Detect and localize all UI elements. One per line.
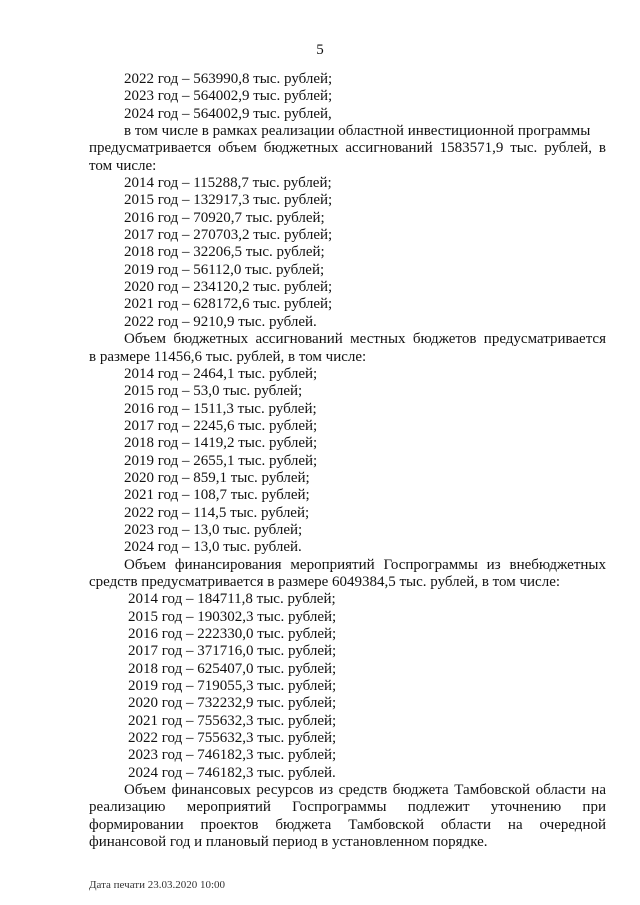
year-line: 2023 год – 13,0 тыс. рублей; <box>124 521 303 538</box>
year-list-local <box>0 366 640 557</box>
year-line: 2024 год – 564002,9 тыс. рублей, <box>124 105 332 122</box>
paragraph-line: финансовой год и плановый период в установленном порядке. <box>89 834 488 851</box>
year-line: 2015 год – 53,0 тыс. рублей; <box>124 383 303 400</box>
year-line: 2020 год – 859,1 тыс. рублей; <box>124 469 310 486</box>
year-line: 2017 год – 2245,6 тыс. рублей; <box>124 417 318 434</box>
paragraph-line: средств предусматривается в размере 6049384,5 тыс. рублей, в том числе: <box>89 573 561 590</box>
paragraph-line: предусматривается объем бюджетных ассигнований 1583571,9 тыс. рублей, в <box>89 140 606 157</box>
paragraph-line <box>0 782 606 799</box>
year-line: 2021 год – 755632,3 тыс. рублей; <box>128 712 337 729</box>
paragraph-line: реализацию мероприятий Госпрограммы подлежит уточнению при <box>89 799 606 816</box>
year-line: 2020 год – 732232,9 тыс. рублей; <box>128 695 337 712</box>
year-line: 2018 год – 625407,0 тыс. рублей; <box>128 660 337 677</box>
year-list-investment <box>0 175 640 331</box>
year-line: 2015 год – 190302,3 тыс. рублей; <box>128 608 337 625</box>
paragraph-text: Объем финансирования мероприятий Госпрограммы из внебюджетных <box>124 556 606 573</box>
year-line: 2021 год – 108,7 тыс. рублей; <box>124 487 310 504</box>
print-date-footer: Дата печати 23.03.2020 10:00 <box>89 879 226 891</box>
year-line: 2016 год – 70920,7 тыс. рублей; <box>124 209 325 226</box>
paragraph-text: Объем бюджетных ассигнований местных бюджетов предусматривается <box>124 331 606 348</box>
year-line: 2024 год – 13,0 тыс. рублей. <box>124 539 302 556</box>
year-line: 2017 год – 270703,2 тыс. рублей; <box>124 227 333 244</box>
year-line: 2021 год – 628172,6 тыс. рублей; <box>124 296 333 313</box>
year-line: 2022 год – 755632,3 тыс. рублей; <box>128 730 337 747</box>
year-line: 2022 год – 9210,9 тыс. рублей. <box>124 313 317 330</box>
year-line: 2022 год – 563990,8 тыс. рублей; <box>124 71 333 87</box>
year-line: 2017 год – 371716,0 тыс. рублей; <box>128 643 337 660</box>
paragraph-local-budgets <box>0 331 640 366</box>
paragraph-investment-program <box>0 123 640 175</box>
year-line: 2014 год – 2464,1 тыс. рублей; <box>124 365 318 382</box>
paragraph-line <box>0 557 606 574</box>
year-line: 2018 год – 32206,5 тыс. рублей; <box>124 244 325 261</box>
year-line: 2014 год – 184711,8 тыс. рублей; <box>128 591 336 608</box>
paragraph-text: Объем финансовых ресурсов из средств бюджета Тамбовской области на <box>124 782 606 799</box>
document-body <box>0 71 640 851</box>
paragraph-extrabudgetary <box>0 557 640 592</box>
year-line: 2015 год – 132917,3 тыс. рублей; <box>124 192 333 209</box>
paragraph-line: в размере 11456,6 тыс. рублей, в том числе: <box>89 348 367 365</box>
year-line: 2019 год – 56112,0 тыс. рублей; <box>124 261 325 278</box>
paragraph-line: том числе: <box>89 157 157 174</box>
year-line: 2018 год – 1419,2 тыс. рублей; <box>124 435 318 452</box>
paragraph-line: в том числе в рамках реализации областной инвестиционной программы <box>124 123 591 140</box>
year-list-top <box>0 71 640 123</box>
paragraph-financial-resources <box>0 782 640 851</box>
year-line: 2023 год – 564002,9 тыс. рублей; <box>124 88 333 105</box>
paragraph-line <box>0 331 606 348</box>
year-line: 2016 год – 1511,3 тыс. рублей; <box>124 400 317 417</box>
year-line: 2020 год – 234120,2 тыс. рублей; <box>124 279 333 296</box>
paragraph-line: формировании проектов бюджета Тамбовской области на очередной <box>89 816 606 833</box>
year-line: 2019 год – 2655,1 тыс. рублей; <box>124 452 318 469</box>
year-list-extrabudgetary <box>0 591 640 782</box>
year-line: 2014 год – 115288,7 тыс. рублей; <box>124 175 332 192</box>
page-number: 5 <box>316 42 324 58</box>
year-line: 2023 год – 746182,3 тыс. рублей; <box>128 747 337 764</box>
year-line: 2024 год – 746182,3 тыс. рублей. <box>128 764 336 781</box>
year-line: 2016 год – 222330,0 тыс. рублей; <box>128 626 337 642</box>
year-line: 2019 год – 719055,3 тыс. рублей; <box>128 678 337 695</box>
year-line: 2022 год – 114,5 тыс. рублей; <box>124 504 310 521</box>
